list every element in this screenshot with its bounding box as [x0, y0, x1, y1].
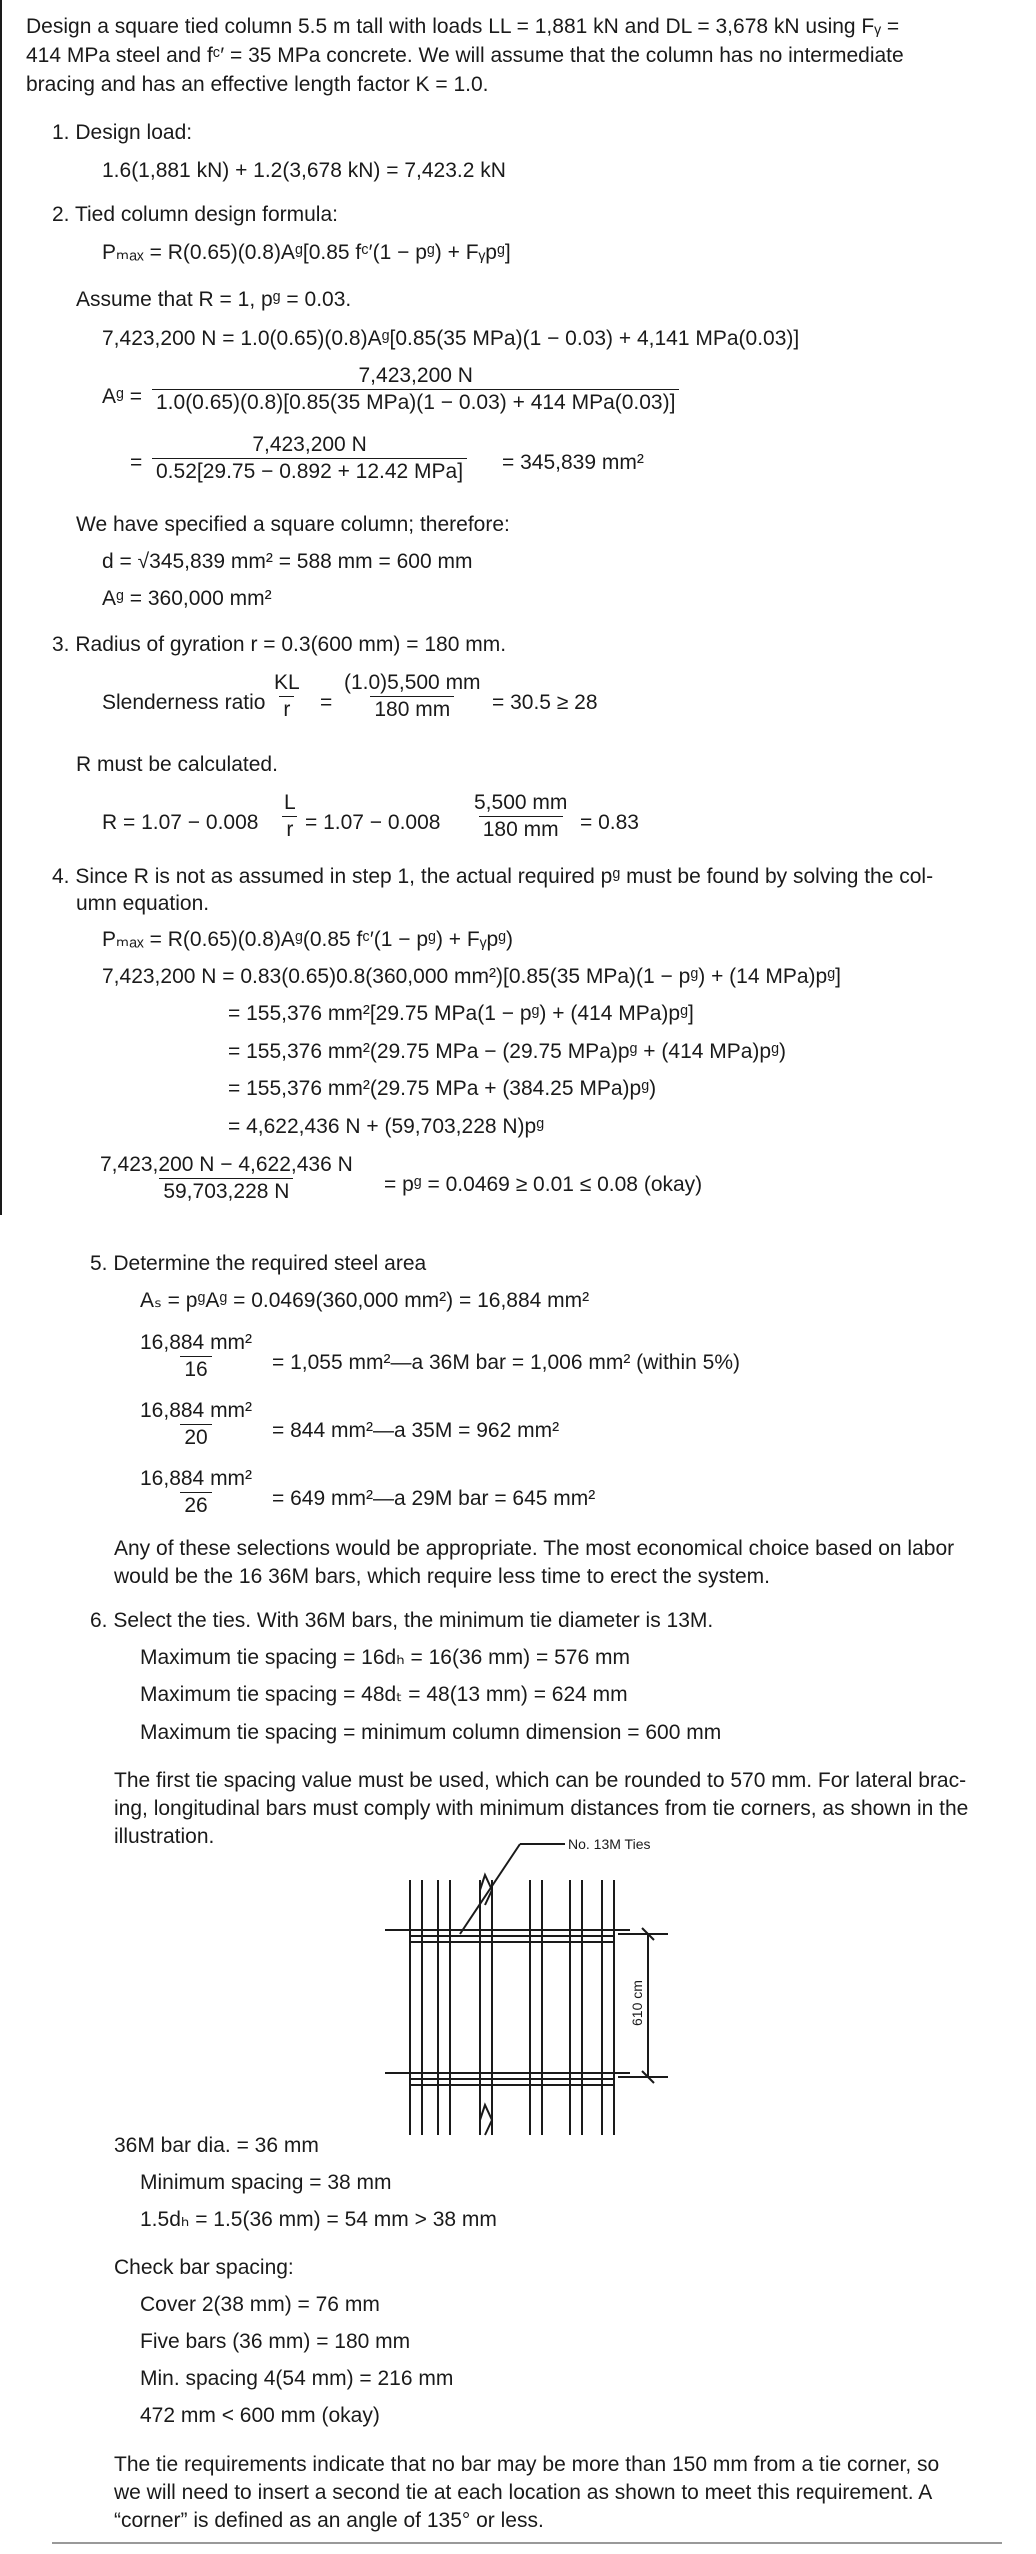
- fig-dimension: 610 cm: [629, 1980, 645, 2026]
- step6-heading: 6. Select the ties. With 36M bars, the minimum tie diameter is 13M.: [90, 1609, 714, 1632]
- slenderness-denominator: 180 mm: [370, 696, 454, 723]
- slenderness-fraction: [340, 670, 485, 723]
- d-equation: d = √345,839 mm² = 588 mm = 600 mm: [102, 550, 473, 573]
- r-must-be-calculated: R must be calculated.: [76, 753, 278, 776]
- r-equation-mid: = 1.07 − 0.008: [305, 811, 441, 834]
- label-leader-diagonal: [460, 1844, 520, 1934]
- step4-line-3: = 155,376 mm²[29.75 MPa(1 − pᵍ) + (414 MPa)pᵍ]: [228, 1002, 694, 1025]
- pg-denominator: 59,703,228 N: [159, 1178, 293, 1205]
- step4-line-5: = 155,376 mm²(29.75 MPa + (384.25 MPa)pᵍ): [228, 1077, 657, 1100]
- tie-note-1: The tie requirements indicate that no bar may be more than 150 mm from a tie corner, so: [114, 2453, 940, 2476]
- step4-heading-2: umn equation.: [76, 892, 210, 915]
- step2-formula: Pₘₐₓ = R(0.65)(0.8)Aᵍ[0.85 fᶜ′(1 − pᵍ) + Fᵧpᵍ]: [102, 241, 511, 264]
- intro-line-1: Design a square tied column 5.5 m tall with loads LL = 1,881 kN and DL = 3,678 kN using Fᵧ =: [26, 15, 900, 38]
- step2-heading: 2. Tied column design formula:: [52, 203, 338, 226]
- eq2-numerator: 7,423,200 N: [252, 433, 367, 456]
- pg-fraction: [96, 1152, 357, 1205]
- five-bars: Five bars (36 mm) = 180 mm: [140, 2330, 411, 2353]
- step6-para-2: ing, longitudinal bars must comply with minimum distances from tie corners, as shown in the: [114, 1797, 969, 1820]
- max-spacing-2: Maximum tie spacing = 48dₜ = 48(13 mm) = 624 mm: [140, 1683, 628, 1706]
- step1-equation: 1.6(1,881 kN) + 1.2(3,678 kN) = 7,423.2 kN: [102, 159, 506, 182]
- slenderness-label: Slenderness ratio: [102, 691, 266, 714]
- choice-26-result: = 649 mm²—a 29M bar = 645 mm²: [272, 1487, 596, 1510]
- eq2-result: = 345,839 mm²: [502, 451, 644, 474]
- choice-26-fraction: [136, 1466, 256, 1519]
- fig-label: No. 13M Ties: [568, 1836, 651, 1852]
- tie-note-3: “corner” is defined as an angle of 135° or less.: [114, 2509, 544, 2532]
- step6-para-1: The first tie spacing value must be used, which can be rounded to 570 mm. For lateral brac-: [114, 1769, 967, 1792]
- l-numerator: L: [284, 791, 296, 814]
- eq2-lhs: =: [130, 451, 143, 474]
- step2-assumption: Assume that R = 1, pᵍ = 0.03.: [76, 288, 352, 311]
- step5-heading: 5. Determine the required steel area: [90, 1252, 427, 1275]
- step1-heading: 1. Design load:: [52, 121, 193, 144]
- choice-26-numerator: 16,884 mm²: [140, 1467, 253, 1490]
- choice-16-fraction: [136, 1330, 256, 1383]
- kl-numerator: KL: [274, 671, 300, 694]
- choice-16-result: = 1,055 mm²—a 36M bar = 1,006 mm² (within 5%): [272, 1351, 741, 1374]
- eq2-denominator: 0.52[29.75 − 0.892 + 12.42 MPa]: [152, 458, 467, 485]
- tie-note-2: we will need to insert a second tie at each location as shown to meet this requirement. A: [114, 2481, 933, 2504]
- step4-line-1: Pₘₐₓ = R(0.65)(0.8)Aᵍ(0.85 fᶜ′(1 − pᵍ) + Fᵧpᵍ): [102, 928, 514, 951]
- r-equation-lhs: R = 1.07 − 0.008: [102, 811, 259, 834]
- one-point-five-db: 1.5dₕ = 1.5(36 mm) = 54 mm > 38 mm: [140, 2208, 497, 2231]
- ag-lhs: Aᵍ =: [102, 385, 143, 408]
- left-margin-rule: [0, 0, 2, 1215]
- pg-result: = pᵍ = 0.0469 ≥ 0.01 ≤ 0.08 (okay): [384, 1173, 703, 1196]
- slenderness-equals: =: [320, 691, 333, 714]
- bottom-rule: [52, 2542, 1002, 2544]
- r-denominator-2: r: [282, 816, 297, 843]
- choice-20-fraction: [136, 1398, 256, 1451]
- ag-fraction: [152, 363, 679, 416]
- step4-line-2: 7,423,200 N = 0.83(0.65)0.8(360,000 mm²)[0.85(35 MPa)(1 − pᵍ) + (14 MPa)pᵍ]: [102, 965, 841, 988]
- bar-diameter: 36M bar dia. = 36 mm: [114, 2134, 319, 2157]
- kl-over-r: [270, 670, 304, 723]
- ag-numerator: 7,423,200 N: [358, 364, 473, 387]
- cover-spacing: Cover 2(38 mm) = 76 mm: [140, 2293, 380, 2316]
- step2-substitution: 7,423,200 N = 1.0(0.65)(0.8)Aᵍ[0.85(35 MPa)(1 − 0.03) + 4,141 MPa(0.03)]: [102, 327, 800, 350]
- max-spacing-1: Maximum tie spacing = 16dₕ = 16(36 mm) = 576 mm: [140, 1646, 630, 1669]
- r-length-fraction: [470, 790, 571, 843]
- r-length-denominator: 180 mm: [479, 816, 563, 843]
- step4-line-6: = 4,622,436 N + (59,703,228 N)pᵍ: [228, 1115, 545, 1138]
- choice-20-denominator: 20: [180, 1424, 211, 1451]
- choice-20-numerator: 16,884 mm²: [140, 1399, 253, 1422]
- choice-16-numerator: 16,884 mm²: [140, 1331, 253, 1354]
- r-length-numerator: 5,500 mm: [474, 791, 568, 814]
- max-spacing-3: Maximum tie spacing = minimum column dimension = 600 mm: [140, 1721, 722, 1744]
- square-column-intro: We have specified a square column; therefore:: [76, 513, 510, 536]
- tie-illustration: [380, 1830, 800, 2160]
- pg-numerator: 7,423,200 N − 4,622,436 N: [100, 1153, 353, 1176]
- total-check: 472 mm < 600 mm (okay): [140, 2404, 380, 2427]
- check-bar-spacing: Check bar spacing:: [114, 2256, 294, 2279]
- minimum-spacing: Minimum spacing = 38 mm: [140, 2171, 392, 2194]
- r-result: = 0.83: [580, 811, 639, 834]
- tie-hook-bottom: [480, 2105, 492, 2135]
- r-denominator: r: [279, 696, 294, 723]
- l-over-r: [280, 790, 300, 843]
- eq2-fraction: [152, 432, 467, 485]
- slenderness-numerator: (1.0)5,500 mm: [344, 671, 481, 694]
- as-equation: Aₛ = pᵍAᵍ = 0.0469(360,000 mm²) = 16,884 mm²: [140, 1289, 590, 1312]
- step4-heading-1: 4. Since R is not as assumed in step 1, the actual required pᵍ must be found by solving the col-: [52, 865, 934, 888]
- slenderness-result: = 30.5 ≥ 28: [492, 691, 598, 714]
- step6-para-3: illustration.: [114, 1825, 215, 1848]
- intro-line-2: 414 MPa steel and fᶜ′ = 35 MPa concrete. We will assume that the column has no intermediate: [26, 44, 904, 67]
- step5-note-2: would be the 16 36M bars, which require less time to erect the system.: [114, 1565, 770, 1588]
- step5-note-1: Any of these selections would be appropriate. The most economical choice based on labor: [114, 1537, 955, 1560]
- min-spacing-4: Min. spacing 4(54 mm) = 216 mm: [140, 2367, 454, 2390]
- ag-final: Aᵍ = 360,000 mm²: [102, 587, 272, 610]
- choice-16-denominator: 16: [180, 1356, 211, 1383]
- ag-denominator: 1.0(0.65)(0.8)[0.85(35 MPa)(1 − 0.03) + 414 MPa(0.03)]: [152, 389, 679, 416]
- step4-line-4: = 155,376 mm²(29.75 MPa − (29.75 MPa)pᵍ + (414 MPa)pᵍ): [228, 1040, 787, 1063]
- choice-20-result: = 844 mm²—a 35M = 962 mm²: [272, 1419, 560, 1442]
- intro-line-3: bracing and has an effective length factor K = 1.0.: [26, 73, 489, 96]
- choice-26-denominator: 26: [180, 1492, 211, 1519]
- step3-heading: 3. Radius of gyration r = 0.3(600 mm) = 180 mm.: [52, 633, 507, 656]
